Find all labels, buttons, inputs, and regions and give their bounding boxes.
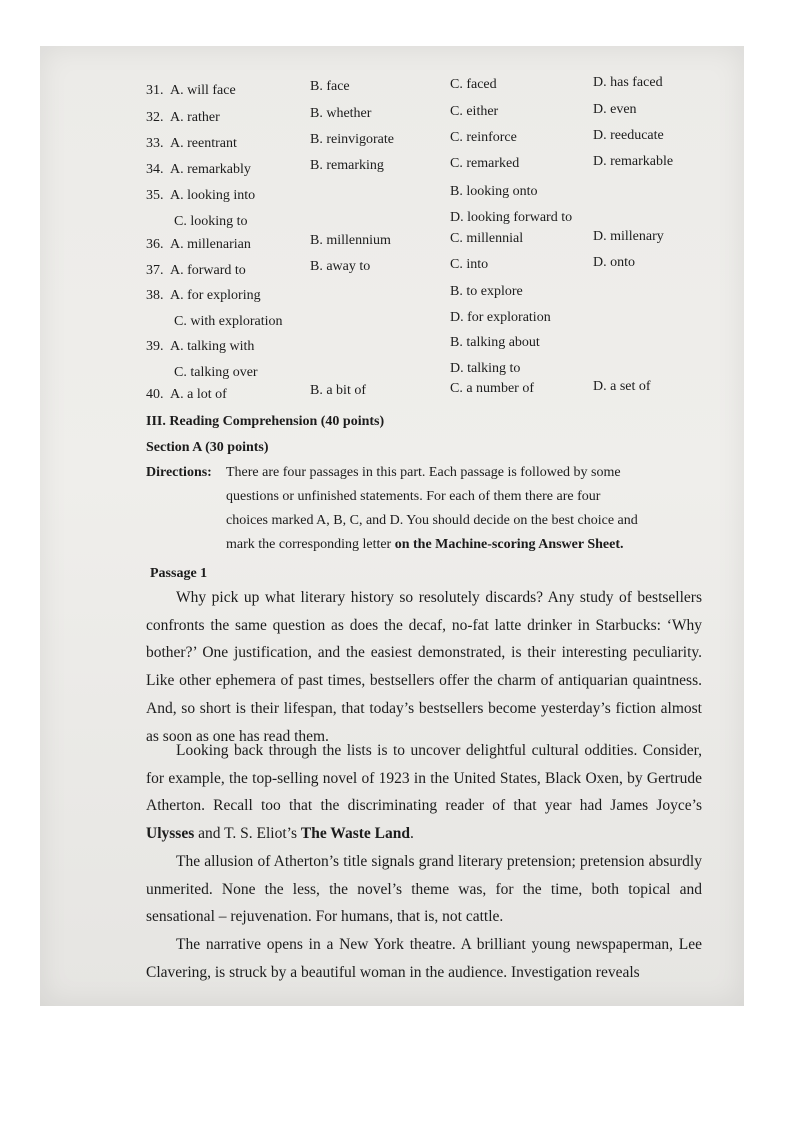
option-a: A. talking with bbox=[170, 339, 255, 354]
paragraph-4: The narrative opens in a New York theatre. A brilliant young newspaperman, Lee Clavering, is struck by a beautiful woman in the audience. Investigation reveals bbox=[146, 936, 702, 981]
option-c: C. with exploration bbox=[174, 314, 283, 329]
option-c: C. either bbox=[450, 104, 499, 119]
question-number: 32. bbox=[146, 110, 164, 125]
passage-title: Passage 1 bbox=[150, 566, 208, 581]
option-c: C. into bbox=[450, 257, 489, 272]
question-number: 40. bbox=[146, 387, 164, 402]
option-d: D. remarkable bbox=[593, 154, 674, 169]
question-number: 39. bbox=[146, 339, 164, 354]
option-a: A. will face bbox=[170, 83, 236, 98]
option-a: A. a lot of bbox=[170, 387, 227, 402]
option-d: D. a set of bbox=[593, 379, 651, 394]
directions-line: There are four passages in this part. Each passage is followed by some bbox=[226, 465, 621, 480]
subsection-heading: Section A (30 points) bbox=[146, 440, 269, 455]
section-heading: III. Reading Comprehension (40 points) bbox=[146, 414, 385, 429]
question-number: 34. bbox=[146, 162, 164, 177]
directions-label: Directions: bbox=[146, 465, 212, 480]
option-d: D. has faced bbox=[593, 75, 663, 90]
directions-line: choices marked A, B, C, and D. You should decide on the best choice and bbox=[226, 513, 638, 528]
option-a: A. forward to bbox=[170, 263, 246, 278]
option-a: A. reentrant bbox=[170, 136, 237, 151]
option-c: C. remarked bbox=[450, 156, 520, 171]
directions-line: questions or unfinished statements. For each of them there are four bbox=[226, 489, 601, 504]
option-d: D. millenary bbox=[593, 229, 664, 244]
option-b: B. looking onto bbox=[450, 184, 538, 199]
option-c: C. faced bbox=[450, 77, 497, 92]
paragraph-2: Looking back through the lists is to uncover delightful cultural oddities. Consider, for example, the top-selling novel of 1923 in the United States, Black Oxen, by Gertrude Atherton. Recall too that the discriminating reader of that year had James Joyce’s Ulysses and T. S. Eliot’s The Waste Land. bbox=[146, 742, 702, 843]
option-b: B. to explore bbox=[450, 284, 523, 299]
option-a: A. rather bbox=[170, 110, 220, 125]
option-d: D. onto bbox=[593, 255, 635, 270]
option-c: C. a number of bbox=[450, 381, 534, 396]
option-d: D. talking to bbox=[450, 361, 521, 376]
question-number: 31. bbox=[146, 83, 164, 98]
option-d: D. even bbox=[593, 102, 637, 117]
option-d: D. reeducate bbox=[593, 128, 664, 143]
option-a: A. remarkably bbox=[170, 162, 251, 177]
option-b: B. face bbox=[310, 79, 350, 94]
option-b: B. away to bbox=[310, 259, 371, 274]
question-number: 33. bbox=[146, 136, 164, 151]
option-a: A. for exploring bbox=[170, 288, 261, 303]
option-c: C. looking to bbox=[174, 214, 248, 229]
option-a: A. looking into bbox=[170, 188, 256, 203]
option-c: C. millennial bbox=[450, 231, 524, 246]
paragraph-1: Why pick up what literary history so resolutely discards? Any study of bestsellers confronts the same question as does the decaf, no-fat latte drinker in Starbucks: ‘Why bother?’ One justification, and the easiest demonstrated, is their interesting peculiarity. Like other ephemera of past times, bestsellers offer the charm of antiquarian quaintness. And, so short is their lifespan, that today’s bestsellers become yesterday’s fiction almost as soon as one has read them. bbox=[146, 589, 702, 745]
option-b: B. millennium bbox=[310, 233, 391, 248]
option-c: C. reinforce bbox=[450, 130, 517, 145]
option-d: D. for exploration bbox=[450, 310, 551, 325]
option-b: B. remarking bbox=[310, 158, 384, 173]
question-number: 38. bbox=[146, 288, 164, 303]
paragraph-3: The allusion of Atherton’s title signals grand literary pretension; pretension absurdly unmerited. None the less, the novel’s theme was, for the time, both topical and sensational – rejuvenation. For humans, that is, not cattle. bbox=[146, 853, 702, 926]
option-c: C. talking over bbox=[174, 365, 258, 380]
option-a: A. millenarian bbox=[170, 237, 251, 252]
question-number: 37. bbox=[146, 263, 164, 278]
option-b: B. whether bbox=[310, 106, 372, 121]
question-number: 36. bbox=[146, 237, 164, 252]
option-d: D. looking forward to bbox=[450, 210, 573, 225]
question-number: 35. bbox=[146, 188, 164, 203]
option-b: B. talking about bbox=[450, 335, 540, 350]
option-b: B. a bit of bbox=[310, 383, 366, 398]
option-b: B. reinvigorate bbox=[310, 132, 394, 147]
directions-line: mark the corresponding letter on the Machine-scoring Answer Sheet. bbox=[226, 537, 624, 552]
